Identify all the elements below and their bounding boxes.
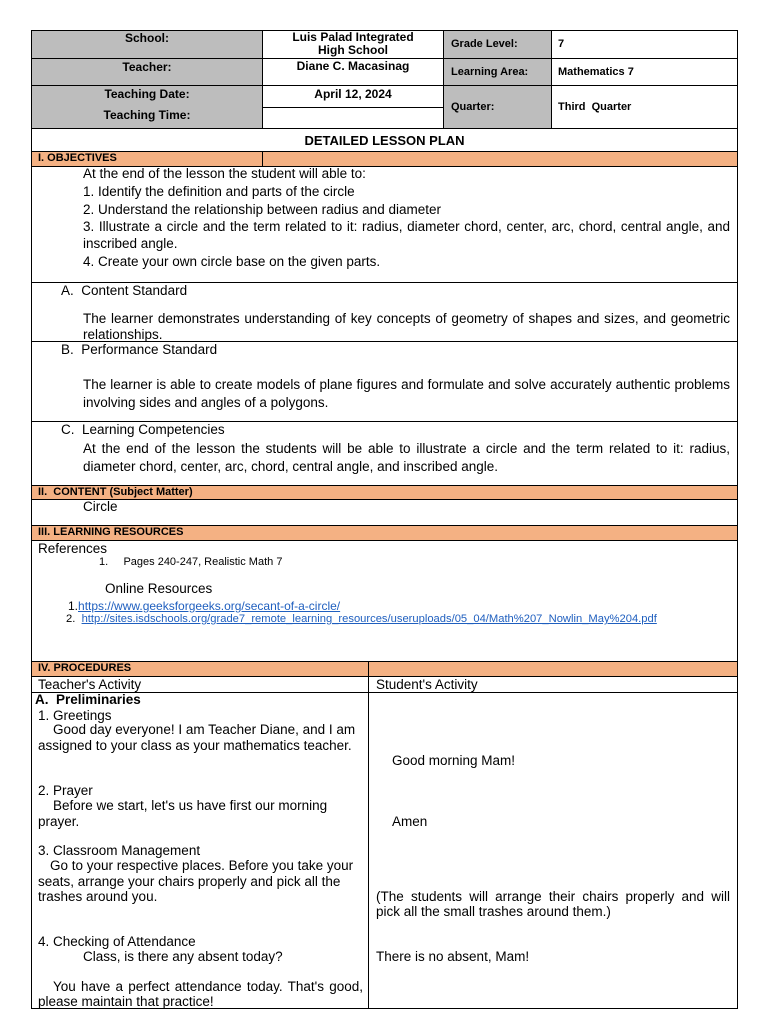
objectives-intro: At the end of the lesson the student will able to: (83, 166, 366, 181)
online-link-1[interactable] (68, 599, 340, 613)
online-link-1-url[interactable]: https://www.geeksforgeeks.org/secant-of-a-circle/ (78, 599, 341, 613)
online-link-2[interactable] (66, 613, 657, 626)
content-standard-text: The learner demonstrates understanding of key concepts of geometry of shapes and sizes, and geometric relationships. (83, 311, 730, 342)
attendance-title: 4. Checking of Attendance (38, 934, 196, 949)
date-value-cell (262, 85, 444, 108)
online-resources-label: Online Resources (105, 581, 213, 596)
school-value-line1: Luis Palad Integrated (292, 30, 414, 44)
date-label: Teaching Date: (104, 87, 190, 101)
quarter-value-cell (551, 85, 738, 129)
performance-standard-label: B. Performance Standard (61, 342, 218, 357)
management-title: 3. Classroom Management (38, 843, 201, 858)
objectives-heading: I. OBJECTIVES (38, 152, 117, 164)
content-standard-label: A. Content Standard (61, 283, 188, 298)
area-value: Mathematics 7 (558, 66, 634, 78)
objective-item-1: 1. Identify the definition and parts of the circle (83, 184, 355, 199)
online-link-1-number: 1. (68, 599, 79, 613)
references-label: References (38, 541, 108, 556)
online-link-2-number: 2. (66, 613, 76, 625)
grade-label-cell (443, 30, 552, 59)
time-label: Teaching Time: (103, 108, 191, 122)
school-value-line2: High School (318, 43, 388, 57)
procedures-heading-bar (31, 661, 738, 677)
quarter-label: Quarter: (451, 101, 495, 113)
greetings-text: Good day everyone! I am Teacher Diane, and I am assigned to your class as your mathematics teacher. (38, 722, 356, 753)
school-value-cell (262, 30, 444, 59)
resources-heading: III. LEARNING RESOURCES (38, 526, 184, 538)
area-value-cell (551, 58, 738, 86)
date-value: April 12, 2024 (314, 87, 392, 101)
grade-value-cell (551, 30, 738, 59)
teacher-value: Diane C. Macasinag (296, 59, 410, 73)
content-heading: II. CONTENT (Subject Matter) (38, 486, 193, 498)
attendance-question: Class, is there any absent today? (83, 949, 283, 964)
prayer-title: 2. Prayer (38, 783, 93, 798)
competencies-label: C. Learning Competencies (61, 422, 225, 437)
reference-item: 1. Pages 240-247, Realistic Math 7 (99, 556, 283, 568)
time-value-cell (262, 107, 444, 129)
prayer-response: Amen (392, 814, 428, 829)
school-label: School: (125, 31, 169, 45)
competencies-text: At the end of the lesson the students will be able to illustrate a circle and the term related to it: radius, diameter chord, center, arc, chord, central angle, and inscribed angle. (83, 441, 730, 474)
grade-label: Grade Level: (451, 38, 518, 50)
teacher-value-cell (262, 58, 444, 86)
procedures-heading: IV. PROCEDURES (38, 662, 132, 674)
online-link-2-url[interactable]: http://sites.isdschools.org/grade7_remote_learning_resources/useruploads/05_04/Math%207_Nowlin_May%204.pdf (81, 613, 657, 625)
area-label: Learning Area: (451, 66, 529, 78)
date-time-label-cell (31, 85, 263, 129)
teacher-label-cell (31, 58, 263, 86)
objectives-heading-bar (31, 151, 738, 167)
performance-standard-text: The learner is able to create models of plane figures and formulate and solve accurately authentic problems involving sides and angles of a polygons. (83, 377, 730, 410)
management-text: Go to your respective places. Before you take your seats, arrange your chairs properly and pick all the trashes around you. (38, 858, 354, 904)
objectives-divider (262, 151, 263, 167)
prayer-text: Before we start, let's us have first our morning prayer. (38, 798, 328, 829)
preliminaries-title: A. Preliminaries (35, 692, 141, 707)
attendance-response: There is no absent, Mam! (376, 949, 530, 964)
quarter-value: Third Quarter (558, 101, 632, 113)
quarter-label-cell (443, 85, 552, 129)
content-value: Circle (83, 499, 118, 514)
greetings-response: Good morning Mam! (392, 753, 516, 768)
teacher-label: Teacher: (122, 60, 172, 74)
objective-item-2: 2. Understand the relationship between radius and diameter (83, 202, 441, 217)
school-label-cell (31, 30, 263, 59)
objective-item-4: 4. Create your own circle base on the given parts. (83, 254, 381, 269)
plan-title: DETAILED LESSON PLAN (304, 133, 465, 148)
student-activity-header: Student's Activity (376, 677, 478, 692)
teacher-activity-header: Teacher's Activity (38, 677, 142, 692)
objective-item-3: 3. Illustrate a circle and the term related to it: radius, diameter chord, center, arc, chord, central angle, and inscribed angle. (83, 219, 730, 251)
attendance-followup: You have a perfect attendance today. That's good, please maintain that practice! (38, 979, 363, 1009)
procedures-column-divider (368, 661, 369, 1009)
area-label-cell (443, 58, 552, 86)
management-response: (The students will arrange their chairs properly and will pick all the small trashes around them.) (376, 889, 730, 919)
greetings-title: 1. Greetings (38, 708, 112, 723)
grade-value: 7 (558, 38, 565, 50)
